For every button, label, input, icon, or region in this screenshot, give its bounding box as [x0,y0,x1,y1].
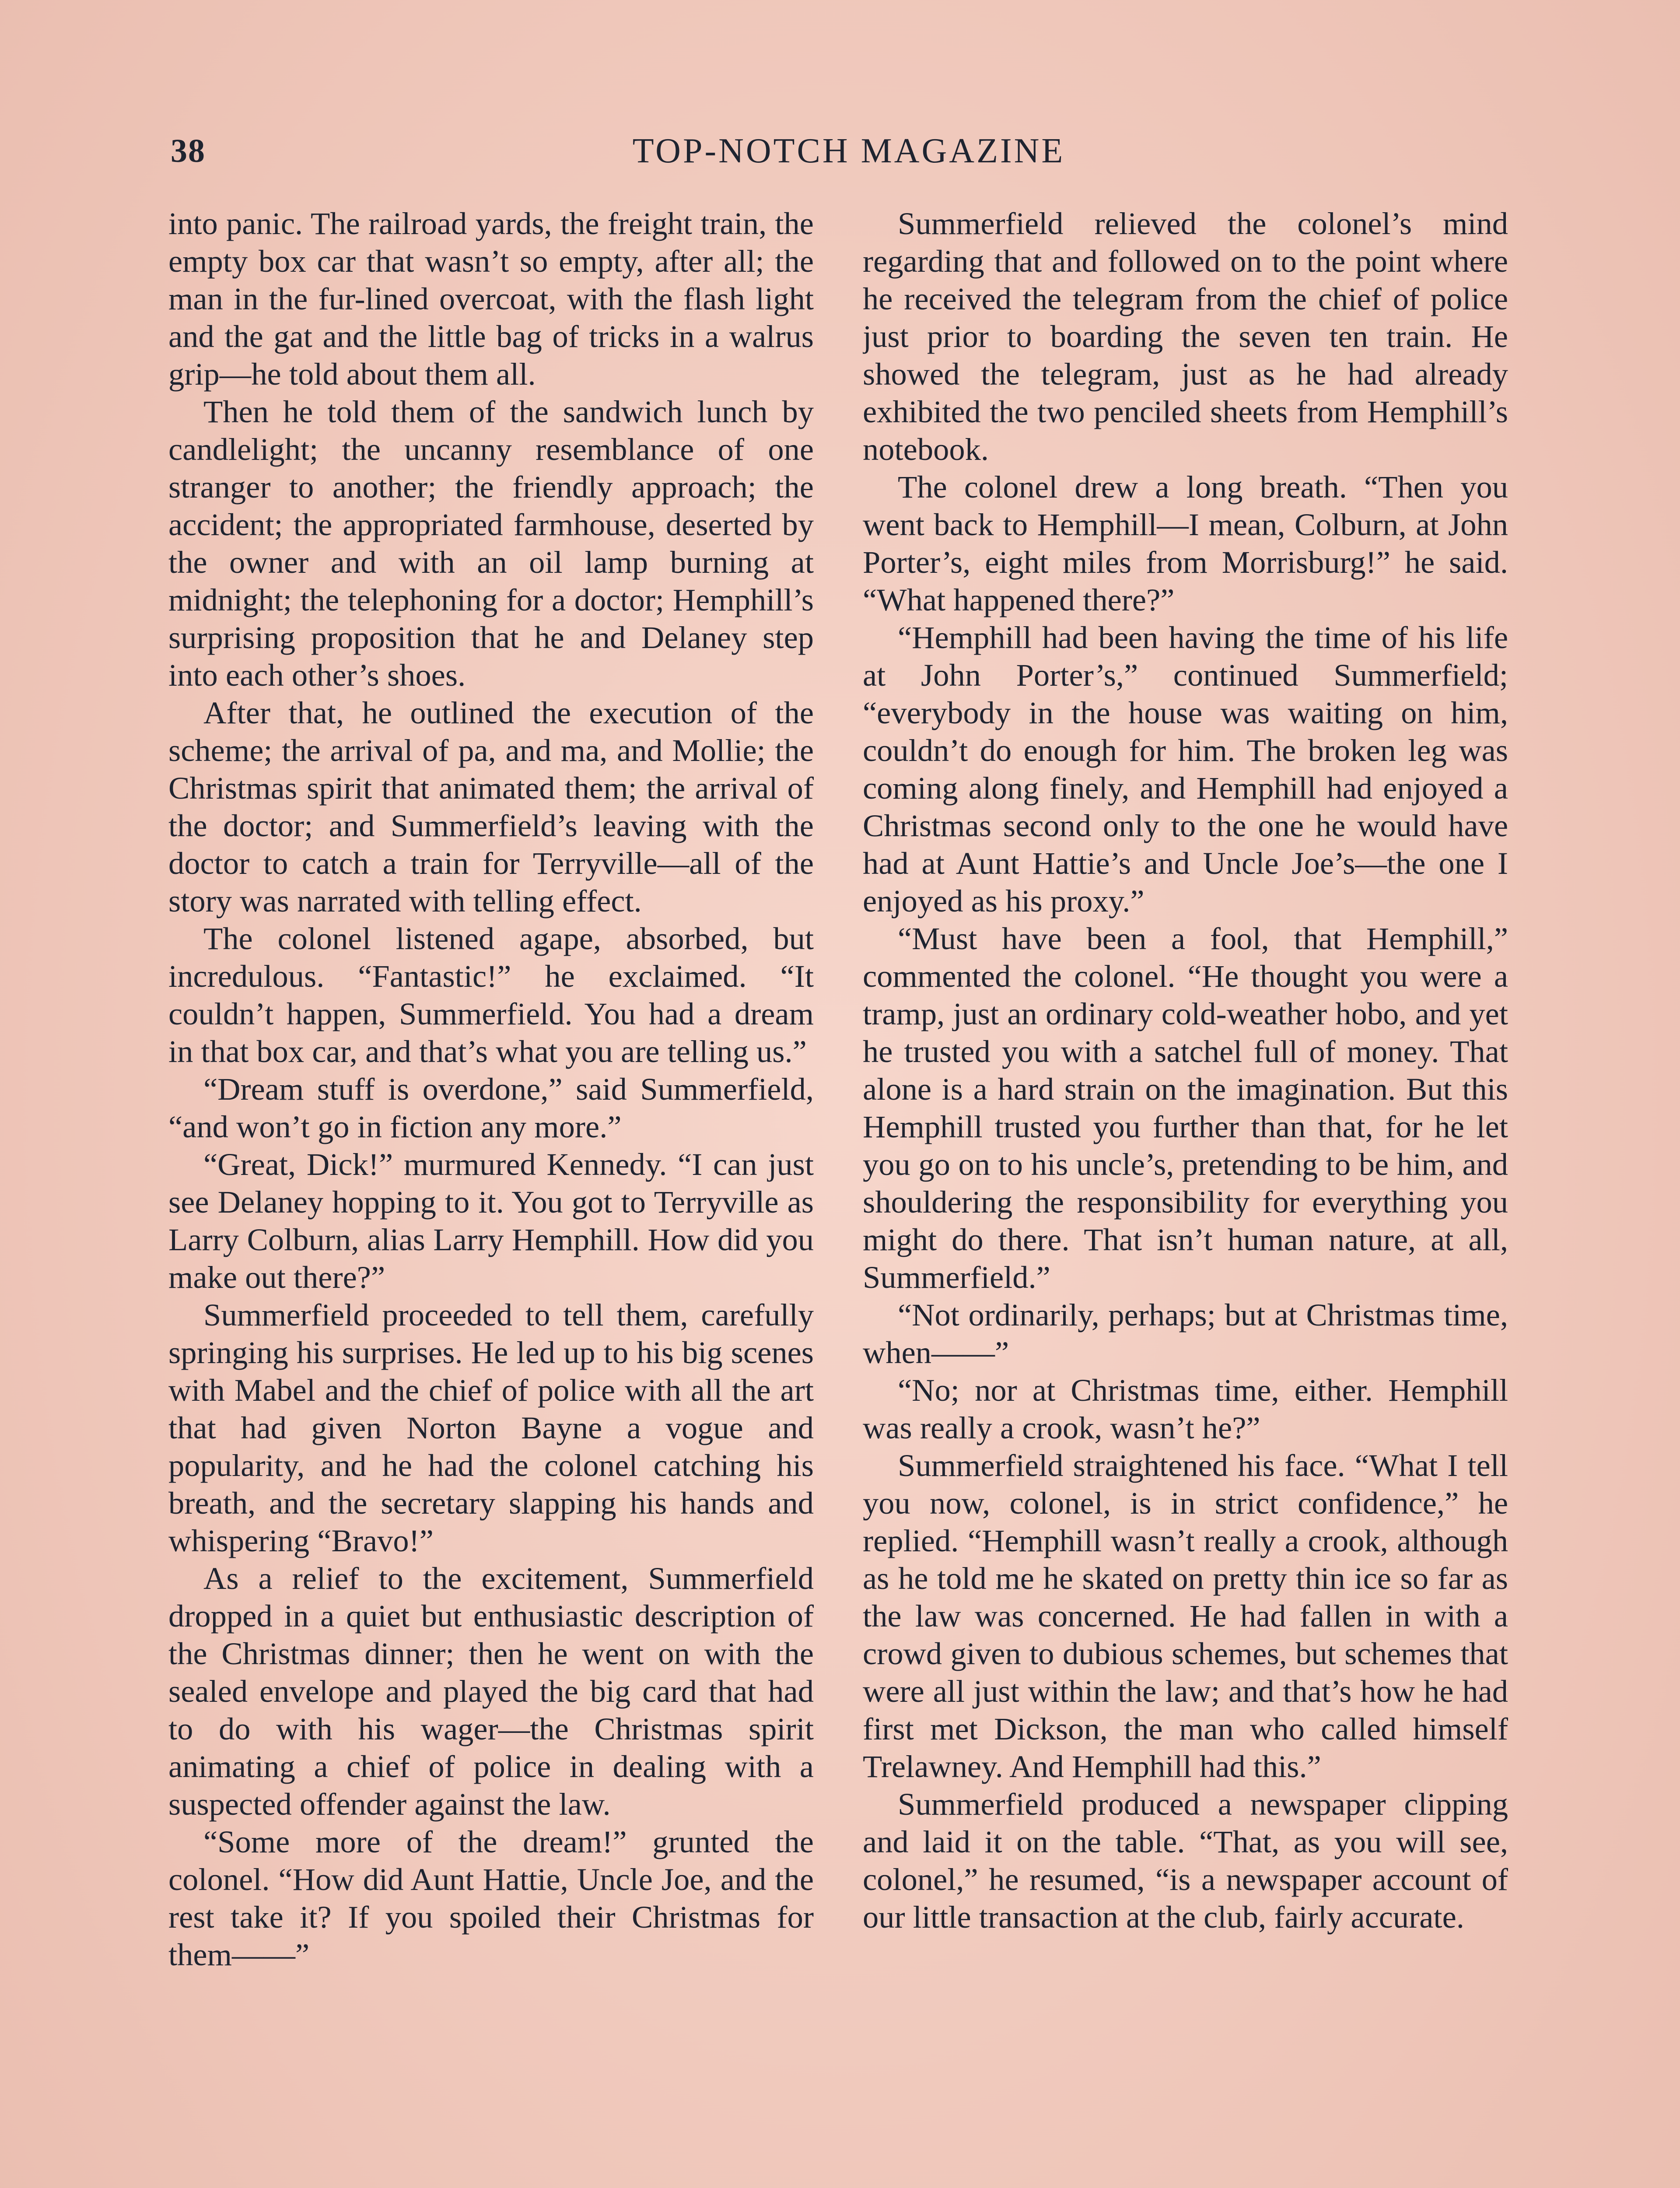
paragraph: “Great, Dick!” murmured Kennedy. “I can just see Delaney hopping to it. You got to Terryville as Larry Colburn, alias Larry Hemphill. How did you make out there?” [168,1147,814,1295]
paragraph: The colonel drew a long breath. “Then you went back to Hemphill—I mean, Colburn, at John Porter’s, eight miles from Morrisburg!” he said. “What happened there?” [863,469,1508,617]
paragraph: “No; nor at Christmas time, either. Hemphill was really a crook, wasn’t he?” [863,1372,1508,1445]
paragraph: Then he told them of the sandwich lunch by candlelight; the uncanny resemblance of one stranger to another; the friendly approach; the accident; the appropriated farmhouse, deserted by the owner and with an oil lamp burning at midnight; the telephoning for a doctor; Hemphill’s surprising proposition that he and Delaney step into each other’s shoes. [168,394,814,693]
right-column [863,205,1508,2188]
page-number: 38 [171,133,206,169]
page-header [171,127,1527,175]
paragraph: “Hemphill had been having the time of his life at John Porter’s,” continued Summerfield; “everybody in the house was waiting on him, couldn’t do enough for him. The broken leg was coming along finely, and Hemphill had enjoyed a Christmas second only to the one he would have had at Aunt Hattie’s and Uncle Joe’s—the one I enjoyed as his proxy.” [863,620,1508,919]
paragraph: “Must have been a fool, that Hemphill,” commented the colonel. “He thought you were a tramp, just an ordinary cold-weather hobo, and yet he trusted you with a satchel full of money. That alone is a hard strain on the imagination. But this Hemphill trusted you further than that, for he let you go on to his uncle’s, pretending to be him, and shouldering the responsibility for everything you might do there. That isn’t human nature, at all, Summerfield.” [863,921,1508,1295]
paragraph: Summerfield straightened his face. “What I tell you now, colonel, is in strict confidence,” he replied. “Hemphill wasn’t really a crook, although as he told me he skated on pretty thin ice so far as the law was concerned. He had fallen in with a crowd given to dubious schemes, but schemes that were all just within the law; and that’s how he had first met Dickson, the man who called himself Trelawney. And Hemphill had this.” [863,1448,1508,1784]
paragraph: Summerfield proceeded to tell them, carefully springing his surprises. He led up to his big scenes with Mabel and the chief of police with all the art that had given Norton Bayne a vogue and popularity, and he had the colonel catching his breath, and the secretary slapping his hands and whispering “Bravo!” [168,1297,814,1558]
paragraph: Summerfield produced a newspaper clipping and laid it on the table. “That, as you will see, colonel,” he resumed, “is a newspaper account of our little transaction at the club, fairly accurate. [863,1786,1508,1935]
paragraph: Summerfield relieved the colonel’s mind regarding that and followed on to the point where he received the telegram from the chief of police just prior to boarding the seven ten train. He showed the telegram, just as he had already exhibited the two penciled sheets from Hemphill’s notebook. [863,206,1508,467]
paragraph: The colonel listened agape, absorbed, but incredulous. “Fantastic!” he exclaimed. “It couldn’t happen, Summerfield. You had a dream in that box car, and that’s what you are telling us.” [168,921,814,1069]
paragraph: “Not ordinarily, perhaps; but at Christmas time, when——” [863,1297,1508,1370]
running-title: TOP-NOTCH MAGAZINE [632,132,1065,170]
left-column [168,205,814,2188]
paragraph: “Dream stuff is overdone,” said Summerfield, “and won’t go in fiction any more.” [168,1071,814,1144]
paragraph: “Some more of the dream!” grunted the colonel. “How did Aunt Hattie, Uncle Joe, and the rest take it? If you spoiled their Christmas for them——” [168,1824,814,1972]
paragraph: As a relief to the excitement, Summerfield dropped in a quiet but enthusiastic description of the Christmas dinner; then he went on with the sealed envelope and played the big card that had to do with his wager—the Christmas spirit animating a chief of police in dealing with a suspected offender against the law. [168,1560,814,1822]
paragraph: into panic. The railroad yards, the freight train, the empty box car that wasn’t so empty, after all; the man in the fur-lined overcoat, with the flash light and the gat and the little bag of tricks in a walrus grip—he told about them all. [168,206,814,392]
paragraph: After that, he outlined the execution of the scheme; the arrival of pa, and ma, and Mollie; the Christmas spirit that animated them; the arrival of the doctor; and Summerfield’s leaving with the doctor to catch a train for Terryville—all of the story was narrated with telling effect. [168,695,814,919]
